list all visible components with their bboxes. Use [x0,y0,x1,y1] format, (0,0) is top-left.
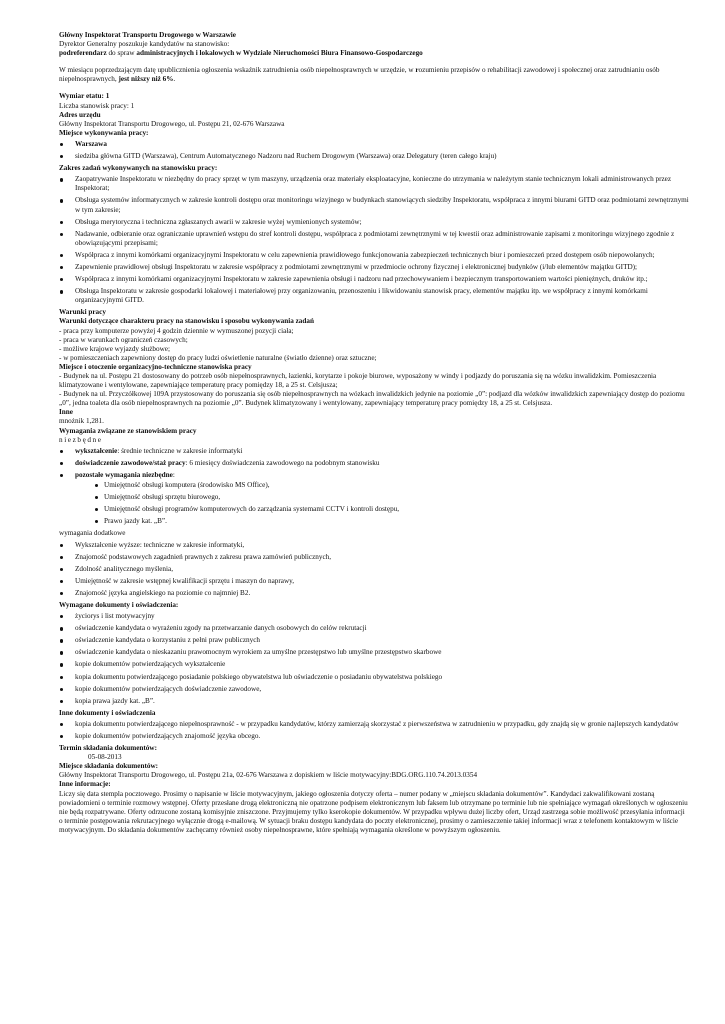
list-item: Nadawanie, odbieranie oraz ograniczanie uprawnień wstępu do stref kontroli dostępu, współpraca z podmiotami zewnętrznymi w tej kwestii oraz administrowanie zapisami z monitoringu wizyjnego zgodnie z obowiązującymi przepisami; [59,230,689,248]
position-count: Liczba stanowisk pracy: 1 [59,101,135,110]
environment-line: - Budynek na ul. Przyczółkowej 109A przystosowany do poruszania się osób niepełnosprawnych na wózkach inwalidzkich jedynie na poziomie „0”: podjazd dla wózków inwalidzkich zapewniający dostęp do poziomu „0”, jedna toaleta dla osób niepełnosprawnych na poziomie „0”. Budynek klimatyzowany i wentylowany, zapewniający temperaturę pracy pomiędzy 18, a 25 st. Celsjusza. [59,390,685,408]
required-list [59,447,689,527]
job-offer-document [59,31,689,835]
list-item: oświadczenie kandydata o nieskazaniu prawomocnym wyrokiem za umyślne przestępstwo lub umyślne przestępstwo skarbowe [59,648,689,657]
list-item: Prawo jazdy kat. „B”. [95,517,689,526]
etat-label: Wymiar etatu: 1 [59,92,110,101]
other-documents-list [59,720,689,741]
address-value: Główny Inspektorat Transportu Drogowego, ul. Postępu 21, 02-676 Warszawa [59,119,285,128]
workplace-list [59,140,689,161]
list-item: Umiejętność w zakresie wstępnej kwalifikacji sprzętu i maszyn do naprawy, [59,577,689,586]
environment-heading: Miejsce i otoczenie organizacyjno-techniczne stanowiska pracy [59,362,252,371]
multiplier-value: mnożnik 1,281. [59,417,104,426]
documents-list [59,612,689,706]
intro-line: Dyrektor Generalny poszukuje kandydatów na stanowisko: [59,40,230,49]
other-documents-heading: Inne dokumenty i oświadczenia [59,708,156,717]
list-item: pozostałe wymagania niezbędne: Umiejętność obsługi komputera (środowisko MS Office), Umiejętność obsługi sprzętu biurowego, Umiejętność obsługi programów komputerowych do zarządzania systemami CCTV i kontroli dostępu, Prawo jazdy kat. „B”. [59,471,689,526]
list-item: Zapewnienie prawidłowej obsługi Inspektoratu w zakresie współpracy z podmiotami zewnętrznymi w przedmiocie ochrony fizycznej i elektronicznej budynków (i/lub elementów majątku GITD); [59,263,689,272]
condition-line: - praca w warunkach ograniczeń czasowych; [59,335,188,344]
other-required-list [75,481,689,526]
environment-line: - Budynek na ul. Postępu 21 dostosowany do potrzeb osób niepełnosprawnych, łazienki, korytarze i pokoje biurowe, wyposażony w windy i podjazdy do poruszania się na wózku inwalidzkim. Pomieszczenia klimatyzowane i wentylowane, zapewniające temperaturę pracy pomiędzy 18, a 25 st. Celsjusza; [59,372,657,390]
list-item: Znajomość podstawowych zagadnień prawnych z zakresu prawa zamówień publicznych, [59,553,689,562]
list-item: Umiejętność obsługi sprzętu biurowego, [95,493,689,502]
list-item: Warszawa [59,140,689,149]
info-text: Liczy się data stempla pocztowego. Prosimy o napisanie w liście motywacyjnym, jakiego ogłoszenia dotyczy oferta – numer podany w „miejscu składania dokumentów”. Kandydaci zakwalifikowani zostaną powiadomieni o terminie rozmowy wstępnej. Oferty przesłane drogą elektroniczną nie opatrzone podpisem elektronicznym lub faksem lub otrzymane po terminie lub nie spełniające wymagań określonych w ogłoszeniu nie będą rozpatrywane. Oferty odrzucone zostaną komisyjnie zniszczone. Przyjmujemy tylko kserokopie dokumentów. W przypadku wpływu dużej liczby ofert, Urząd zastrzega sobie możliwość przesyłania informacji o terminie postępowania rekrutacyjnego wyłącznie drogą e-mailową. W sytuacji braku dostępu kandydata do poczty elektronicznej, prosimy o zamieszczenie takiej informacji wraz z telefonem kontaktowym w liście motywacyjnym. Do składania dokumentów zachęcamy również osoby niepełnosprawne, które spełniają wymagania określone w powyższym ogłoszeniu. [59,789,688,834]
list-item: kopie dokumentów potwierdzających doświadczenie zawodowe, [59,685,689,694]
list-item: Znajomość języka angielskiego na poziomie co najmniej B2. [59,589,689,598]
requirements-heading: Wymagania związane ze stanowiskiem pracy [59,426,197,435]
condition-line: - możliwe krajowe wyjazdy służbowe; [59,344,170,353]
list-item: doświadczenie zawodowe/staż pracy: 6 miesięcy doświadczenia zawodowego na podobnym stanowisku [59,459,689,468]
list-item: kopia prawa jazdy kat. „B”. [59,697,689,706]
conditions-heading: Warunki pracy [59,308,106,317]
tasks-list [59,175,689,305]
additional-list [59,541,689,598]
list-item: życiorys i list motywacyjny [59,612,689,621]
condition-line: - w pomieszczeniach zapewniony dostęp do pracy ludzi oświetlenie naturalne (światło dzienne) oraz sztuczne; [59,353,377,362]
submission-heading: Miejsce składania dokumentów: [59,762,159,771]
additional-label: wymagania dodatkowe [59,529,126,538]
conditions-subheading: Warunki dotyczące charakteru pracy na stanowisku i sposobu wykonywania zadań [59,317,314,326]
position-line: podreferendarz do spraw administracyjnych i lokalowych w Wydziale Nieruchomości Biura Finansowo-Gospodarczego [59,49,423,58]
list-item: oświadczenie kandydata o korzystaniu z pełni praw publicznych [59,636,689,645]
list-item: Umiejętność obsługi komputera (środowisko MS Office), [95,481,689,490]
info-heading: Inne informacje: [59,780,111,789]
list-item: kopia dokumentu potwierdzającego niepełnosprawność - w przypadku kandydatów, którzy zamierzają skorzystać z pierwszeństwa w zatrudnieniu w przypadku, gdy znajdą się w gronie najlepszych kandydatów [59,720,689,729]
list-item: Współpraca z innymi komórkami organizacyjnymi Inspektoratu w celu zapewnienia prawidłowego funkcjonowania zabezpieczeń technicznych biur i pomieszczeń przed dostępem osób niepowołanych; [59,251,689,260]
list-item: Umiejętność obsługi programów komputerowych do zarządzania systemami CCTV i kontroli dostępu, [95,505,689,514]
organization-name: Główny Inspektorat Transportu Drogowego w Warszawie [59,31,236,39]
disability-note: W miesiącu poprzedzającym datę upublicznienia ogłoszenia wskaźnik zatrudnienia osób niepełnosprawnych w urzędzie, w rozumieniu przepisów o rehabilitacji zawodowej i społecznej oraz zatrudnianiu osób niepełnosprawnych, jest niższy niż 6%. [59,66,660,84]
deadline-heading: Termin składania dokumentów: [59,744,157,753]
deadline-value: 05-08-2013 [88,753,122,762]
list-item: kopie dokumentów potwierdzających znajomość języka obcego. [59,732,689,741]
list-item: Zaopatrywanie Inspektoratu w niezbędny do pracy sprzęt w tym maszyny, urządzenia oraz materiały eksploatacyjne, konieczne do utrzymania w należytym stanie technicznym lokali administrowanych przez Inspektorat; [59,175,689,193]
list-item: Obsługa Inspektoratu w zakresie gospodarki lokalowej i materiałowej przy organizowaniu, przenoszeniu i likwidowaniu stanowisk pracy, elementów majątku itp. we współpracy z innymi komórkami organizacyjnymi GITD. [59,287,689,305]
list-item: Współpraca z innymi komórkami organizacyjnymi Inspektoratu w zakresie zapewnienia obsługi i nadzoru nad przechowywaniem i bezpiecznym transportowaniem wartości pieniężnych, druków itp.; [59,275,689,284]
list-item: Obsługa merytoryczna i techniczna zgłaszanych awarii w zakresie wyżej wymienionych systemów; [59,218,689,227]
required-label: niezbędne [59,435,103,444]
list-item: siedziba główna GITD (Warszawa), Centrum Automatycznego Nadzoru nad Ruchem Drogowym (Warszawa) oraz Delegatury (teren całego kraju) [59,152,689,161]
tasks-heading: Zakres zadań wykonywanych na stanowisku pracy: [59,164,218,173]
list-item: Obsługa systemów informatycznych w zakresie kontroli dostępu oraz monitoringu wizyjnego w budynkach stanowiących siedziby Inspektoratu, współpraca z innymi biurami GITD oraz podmiotami zewnętrznymi w tym zakresie; [59,196,689,214]
list-item: oświadczenie kandydata o wyrażeniu zgody na przetwarzanie danych osobowych do celów rekrutacji [59,624,689,633]
list-item: kopia dokumentu potwierdzającego posiadanie polskiego obywatelstwa lub oświadczenie o posiadaniu obywatelstwa polskiego [59,673,689,682]
list-item: Wykształcenie wyższe: techniczne w zakresie informatyki, [59,541,689,550]
documents-heading: Wymagane dokumenty i oświadczenia: [59,600,179,609]
workplace-heading: Miejsce wykonywania pracy: [59,128,149,137]
list-item: wykształcenie: średnie techniczne w zakresie informatyki [59,447,689,456]
submission-value: Główny Inspektorat Transportu Drogowego, ul. Postępu 21a, 02-676 Warszawa z dopiskiem w liście motywacyjny:BDG.ORG.110.74.2013.0354 [59,771,478,780]
address-heading: Adres urzędu [59,110,101,119]
list-item: Zdolność analitycznego myślenia, [59,565,689,574]
other-heading: Inne [59,408,73,417]
list-item: kopie dokumentów potwierdzających wykształcenie [59,660,689,669]
condition-line: - praca przy komputerze powyżej 4 godzin dziennie w wymuszonej pozycji ciała; [59,326,294,335]
